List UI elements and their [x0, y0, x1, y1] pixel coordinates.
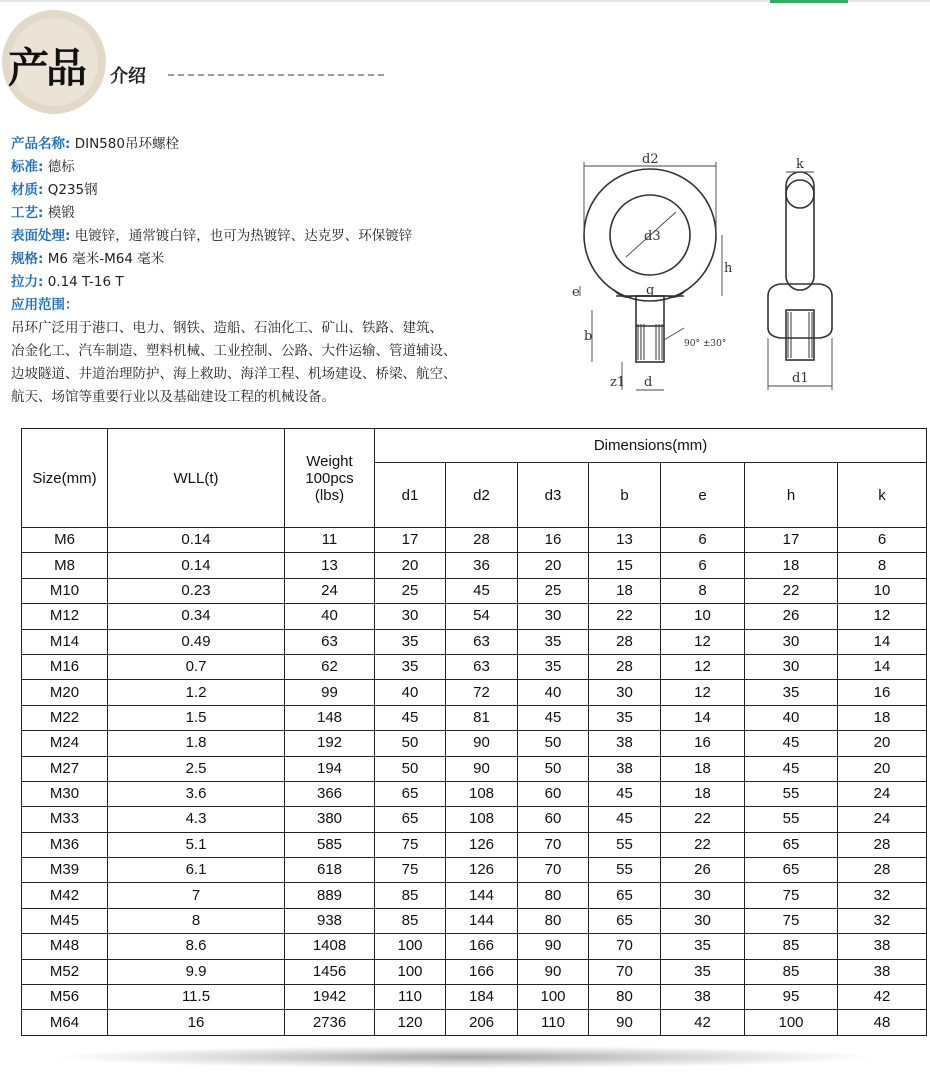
table-cell: 35 — [518, 654, 589, 679]
table-cell: 206 — [446, 1010, 518, 1035]
spec-row-size — [11, 248, 491, 271]
table-cell: 63 — [446, 654, 518, 679]
application-line: 冶金化工、汽车制造、塑料机械、工业控制、公路、大件运输、管道辅设、 — [11, 343, 457, 359]
table-cell: 1.8 — [108, 731, 285, 756]
table-cell: 63 — [446, 629, 518, 654]
eye-bolt-drawing — [572, 150, 930, 400]
spec-value: 0.14 T-16 T — [43, 274, 124, 290]
table-cell: 62 — [285, 654, 375, 679]
shank-outline — [636, 296, 664, 362]
header-k: k — [838, 463, 927, 528]
table-cell: 72 — [446, 680, 518, 705]
table-cell: 184 — [446, 985, 518, 1010]
table-cell: 100 — [375, 959, 446, 984]
spec-value: 德标 — [43, 159, 75, 175]
side-collar-outline — [768, 284, 832, 338]
spec-list — [11, 133, 491, 409]
table-cell: 30 — [518, 604, 589, 629]
label-h: h — [724, 261, 733, 276]
table-cell: 85 — [375, 883, 446, 908]
spec-row-tension — [11, 271, 491, 294]
table-cell: 6 — [838, 528, 927, 553]
table-cell: 13 — [589, 528, 661, 553]
table-cell: 17 — [745, 528, 838, 553]
table-cell: 585 — [285, 832, 375, 857]
table-cell: 35 — [661, 959, 745, 984]
spec-label: 应用范围： — [11, 297, 79, 313]
label-z1: z1 — [610, 375, 626, 390]
table-cell: 14 — [838, 654, 927, 679]
table-cell: 144 — [446, 908, 518, 933]
table-cell: 12 — [661, 629, 745, 654]
table-cell: 90 — [446, 756, 518, 781]
table-cell: 1408 — [285, 934, 375, 959]
table-cell: 38 — [589, 756, 661, 781]
table-cell: 60 — [518, 781, 589, 806]
table-cell: 35 — [518, 629, 589, 654]
table-cell: 45 — [518, 705, 589, 730]
table-cell: 22 — [661, 832, 745, 857]
table-cell: 45 — [745, 731, 838, 756]
table-cell: 63 — [285, 629, 375, 654]
table-cell: 30 — [375, 604, 446, 629]
table-cell: M12 — [22, 604, 108, 629]
table-cell: M20 — [22, 680, 108, 705]
table-cell: 38 — [661, 985, 745, 1010]
label-angle: 90° ±30° — [684, 339, 727, 349]
table-cell: 28 — [838, 832, 927, 857]
table-cell: 938 — [285, 908, 375, 933]
table-cell: 45 — [745, 756, 838, 781]
table-cell: 30 — [745, 629, 838, 654]
table-cell: 380 — [285, 807, 375, 832]
table-cell: 42 — [661, 1010, 745, 1035]
table-cell: 126 — [446, 858, 518, 883]
table-cell: 70 — [518, 832, 589, 857]
table-cell: 50 — [518, 731, 589, 756]
table-row — [22, 528, 927, 553]
table-cell: 65 — [589, 883, 661, 908]
table-cell: 32 — [838, 883, 927, 908]
application-line: 边坡隧道、井道治理防护、海上救助、海洋工程、机场建设、桥梁、航空、 — [11, 366, 457, 382]
table-cell: 75 — [745, 908, 838, 933]
table-cell: 85 — [375, 908, 446, 933]
table-cell: 35 — [589, 705, 661, 730]
table-cell: 148 — [285, 705, 375, 730]
table-cell: 110 — [375, 985, 446, 1010]
table-cell: M56 — [22, 985, 108, 1010]
table-cell: 38 — [838, 934, 927, 959]
table-cell: 35 — [661, 934, 745, 959]
table-cell: 2.5 — [108, 756, 285, 781]
table-cell: 80 — [518, 908, 589, 933]
table-cell: 45 — [589, 781, 661, 806]
table-row — [22, 883, 927, 908]
table-cell: 9.9 — [108, 959, 285, 984]
table-cell: 28 — [589, 629, 661, 654]
table-cell: 99 — [285, 680, 375, 705]
header-d3: d3 — [518, 463, 589, 528]
table-row — [22, 629, 927, 654]
table-cell: 32 — [838, 908, 927, 933]
table-cell: 35 — [745, 680, 838, 705]
table-cell: 80 — [589, 985, 661, 1010]
table-cell: 40 — [745, 705, 838, 730]
table-cell: 54 — [446, 604, 518, 629]
table-cell: 16 — [661, 731, 745, 756]
table-cell: M33 — [22, 807, 108, 832]
header-h: h — [745, 463, 838, 528]
table-cell: 90 — [589, 1010, 661, 1035]
table-cell: 11.5 — [108, 985, 285, 1010]
spec-row-standard — [11, 156, 491, 179]
table-cell: 35 — [375, 654, 446, 679]
table-cell: 7 — [108, 883, 285, 908]
label-d3: d3 — [644, 229, 661, 244]
table-cell: 166 — [446, 934, 518, 959]
table-cell: 75 — [375, 832, 446, 857]
table-cell: 126 — [446, 832, 518, 857]
table-cell: 22 — [589, 604, 661, 629]
table-row — [22, 680, 927, 705]
table-cell: 60 — [518, 807, 589, 832]
table-cell: 15 — [589, 553, 661, 578]
application-line: 吊环广泛用于港口、电力、钢铁、造船、石油化工、矿山、铁路、建筑、 — [11, 320, 443, 336]
table-row — [22, 985, 927, 1010]
table-cell: 3.6 — [108, 781, 285, 806]
table-cell: 6 — [661, 528, 745, 553]
table-cell: 12 — [661, 680, 745, 705]
table-cell: M6 — [22, 528, 108, 553]
table-cell: M27 — [22, 756, 108, 781]
front-thread-hatch — [638, 324, 662, 360]
table-cell: 28 — [838, 858, 927, 883]
table-cell: 55 — [745, 781, 838, 806]
table-row — [22, 781, 927, 806]
table-cell: 100 — [745, 1010, 838, 1035]
table-cell: 50 — [375, 756, 446, 781]
table-cell: 12 — [661, 654, 745, 679]
table-cell: 30 — [589, 680, 661, 705]
table-cell: 8 — [661, 578, 745, 603]
table-row — [22, 705, 927, 730]
table-cell: 75 — [375, 858, 446, 883]
table-row — [22, 858, 927, 883]
table-cell: 100 — [518, 985, 589, 1010]
table-cell: 16 — [518, 528, 589, 553]
dimensions-table — [21, 428, 927, 1036]
table-cell: 28 — [589, 654, 661, 679]
label-d2: d2 — [642, 152, 659, 167]
table-cell: 10 — [838, 578, 927, 603]
header-b: b — [589, 463, 661, 528]
spec-row-process — [11, 202, 491, 225]
table-cell: M16 — [22, 654, 108, 679]
table-cell: 0.14 — [108, 553, 285, 578]
table-cell: 0.49 — [108, 629, 285, 654]
label-g: g — [646, 283, 655, 298]
table-cell: 75 — [745, 883, 838, 908]
spec-value: 电镀锌，通常镀白锌，也可为热镀锌、达克罗、环保镀锌 — [70, 228, 413, 244]
table-row — [22, 934, 927, 959]
label-b: b — [584, 329, 593, 344]
table-cell: 110 — [518, 1010, 589, 1035]
spec-label: 工艺: — [11, 205, 44, 221]
table-cell: 10 — [661, 604, 745, 629]
table-cell: 70 — [589, 959, 661, 984]
spec-row-surface — [11, 225, 491, 248]
table-cell: M10 — [22, 578, 108, 603]
table-cell: 166 — [446, 959, 518, 984]
table-cell: 55 — [745, 807, 838, 832]
table-body — [22, 528, 927, 1036]
table-cell: 13 — [285, 553, 375, 578]
table-cell: 50 — [518, 756, 589, 781]
table-cell: 65 — [375, 781, 446, 806]
header-d1: d1 — [375, 463, 446, 528]
table-row — [22, 654, 927, 679]
header-d2: d2 — [446, 463, 518, 528]
table-cell: 8 — [108, 908, 285, 933]
table-cell: 45 — [446, 578, 518, 603]
table-cell: 48 — [838, 1010, 927, 1035]
table-cell: 22 — [661, 807, 745, 832]
table-cell: 40 — [285, 604, 375, 629]
table-cell: 90 — [518, 959, 589, 984]
table-cell: M64 — [22, 1010, 108, 1035]
table-row — [22, 756, 927, 781]
table-cell: 11 — [285, 528, 375, 553]
table-cell: 36 — [446, 553, 518, 578]
table-cell: 38 — [589, 731, 661, 756]
table-cell: 1942 — [285, 985, 375, 1010]
label-e: e — [572, 285, 580, 300]
table-row — [22, 807, 927, 832]
table-cell: 8 — [838, 553, 927, 578]
spec-label: 规格: — [11, 251, 44, 267]
table-cell: 108 — [446, 781, 518, 806]
table-cell: 18 — [661, 756, 745, 781]
top-accent-bar — [770, 0, 848, 3]
table-cell: 70 — [518, 858, 589, 883]
table-cell: 192 — [285, 731, 375, 756]
table-cell: 85 — [745, 959, 838, 984]
spec-label: 拉力: — [11, 274, 44, 290]
table-row — [22, 959, 927, 984]
table-cell: M22 — [22, 705, 108, 730]
table-cell: 45 — [375, 705, 446, 730]
spec-label: 标准: — [11, 159, 44, 175]
spec-value: M6 毫米-M64 毫米 — [43, 251, 165, 267]
table-cell: 20 — [838, 756, 927, 781]
table-cell: 100 — [375, 934, 446, 959]
table-cell: 26 — [661, 858, 745, 883]
table-cell: 2736 — [285, 1010, 375, 1035]
table-cell: 8.6 — [108, 934, 285, 959]
table-cell: M39 — [22, 858, 108, 883]
label-d1: d1 — [792, 371, 809, 386]
table-cell: 24 — [838, 781, 927, 806]
table-cell: 20 — [838, 731, 927, 756]
header-badge-text: 产品 — [8, 44, 84, 92]
table-cell: 65 — [745, 832, 838, 857]
table-cell: M8 — [22, 553, 108, 578]
table-cell: 18 — [589, 578, 661, 603]
table-cell: M14 — [22, 629, 108, 654]
table-cell: 26 — [745, 604, 838, 629]
side-ring-outline — [786, 172, 814, 290]
header-weight — [285, 429, 375, 528]
header-weight-line: 100pcs — [305, 469, 354, 487]
table-cell: 17 — [375, 528, 446, 553]
label-d: d — [644, 375, 653, 390]
table-cell: 42 — [838, 985, 927, 1010]
table-cell: M52 — [22, 959, 108, 984]
table-cell: 14 — [661, 705, 745, 730]
header-weight-line: (lbs) — [314, 486, 345, 504]
table-cell: 6 — [661, 553, 745, 578]
table-cell: 25 — [375, 578, 446, 603]
table-cell: 6.1 — [108, 858, 285, 883]
table-cell: 0.14 — [108, 528, 285, 553]
table-cell: 1456 — [285, 959, 375, 984]
table-cell: 35 — [375, 629, 446, 654]
table-cell: 16 — [838, 680, 927, 705]
table-cell: 24 — [285, 578, 375, 603]
header-wll: WLL(t) — [108, 429, 285, 528]
table-row — [22, 908, 927, 933]
table-cell: M42 — [22, 883, 108, 908]
table-cell: 90 — [446, 731, 518, 756]
table-cell: 5.1 — [108, 832, 285, 857]
header-title: 介绍 — [110, 66, 146, 87]
table-cell: 70 — [589, 934, 661, 959]
table-cell: 194 — [285, 756, 375, 781]
header-e: e — [661, 463, 745, 528]
table-cell: 22 — [745, 578, 838, 603]
spec-label: 材质: — [11, 182, 44, 198]
spec-value: DIN580吊环螺栓 — [70, 136, 179, 152]
table-cell: 40 — [518, 680, 589, 705]
spec-row-application — [11, 294, 491, 317]
table-cell: M24 — [22, 731, 108, 756]
table-cell: 366 — [285, 781, 375, 806]
table-cell: 14 — [838, 629, 927, 654]
header-dimensions: Dimensions(mm) — [375, 429, 927, 463]
table-cell: 40 — [375, 680, 446, 705]
spec-row-name — [11, 133, 491, 156]
table-cell: 65 — [375, 807, 446, 832]
table-row — [22, 578, 927, 603]
table-row — [22, 604, 927, 629]
table-cell: 55 — [589, 832, 661, 857]
table-cell: 24 — [838, 807, 927, 832]
header-size: Size(mm) — [22, 429, 108, 528]
table-cell: M45 — [22, 908, 108, 933]
angle-line — [664, 328, 684, 340]
spec-label: 表面处理: — [11, 228, 71, 244]
bottom-shadow — [60, 1046, 870, 1068]
table-cell: 18 — [838, 705, 927, 730]
header-dashed-line — [168, 74, 384, 76]
table-cell: 65 — [589, 908, 661, 933]
table-cell: 0.23 — [108, 578, 285, 603]
label-k: k — [796, 157, 804, 172]
table-cell: 16 — [108, 1010, 285, 1035]
table-cell: 20 — [518, 553, 589, 578]
table-cell: 618 — [285, 858, 375, 883]
header-badge — [2, 10, 106, 114]
table-cell: 38 — [838, 959, 927, 984]
table-cell: 108 — [446, 807, 518, 832]
table-cell: 95 — [745, 985, 838, 1010]
table-cell: M30 — [22, 781, 108, 806]
table-cell: 28 — [446, 528, 518, 553]
side-ring-hole — [786, 180, 814, 208]
side-thread-hatch — [788, 312, 812, 358]
table-cell: 4.3 — [108, 807, 285, 832]
table-cell: 85 — [745, 934, 838, 959]
table-cell: 55 — [589, 858, 661, 883]
table-cell: 0.7 — [108, 654, 285, 679]
table-cell: 0.34 — [108, 604, 285, 629]
application-line: 航天、场馆等重要行业以及基础建设工程的机械设备。 — [11, 389, 335, 405]
table-cell: 18 — [745, 553, 838, 578]
table-cell: M48 — [22, 934, 108, 959]
table-row — [22, 553, 927, 578]
table-cell: 1.2 — [108, 680, 285, 705]
header-weight-line: Weight — [306, 452, 353, 470]
table-cell: 30 — [661, 908, 745, 933]
spec-value: Q235钢 — [43, 182, 98, 198]
spec-label: 产品名称: — [11, 136, 71, 152]
table-cell: 50 — [375, 731, 446, 756]
table-cell: 30 — [661, 883, 745, 908]
table-cell: 30 — [745, 654, 838, 679]
table-cell: 25 — [518, 578, 589, 603]
table-cell: 889 — [285, 883, 375, 908]
table-cell: 65 — [745, 858, 838, 883]
table-cell: M36 — [22, 832, 108, 857]
table-cell: 12 — [838, 604, 927, 629]
table-cell: 1.5 — [108, 705, 285, 730]
table-cell: 144 — [446, 883, 518, 908]
table-row — [22, 731, 927, 756]
table-cell: 81 — [446, 705, 518, 730]
table-row — [22, 1010, 927, 1035]
table-cell: 90 — [518, 934, 589, 959]
table-cell: 20 — [375, 553, 446, 578]
spec-row-material — [11, 179, 491, 202]
table-row — [22, 832, 927, 857]
table-cell: 45 — [589, 807, 661, 832]
table-cell: 120 — [375, 1010, 446, 1035]
table-cell: 18 — [661, 781, 745, 806]
table-cell: 80 — [518, 883, 589, 908]
spec-value: 模锻 — [43, 205, 75, 221]
side-shank-outline — [786, 310, 814, 360]
